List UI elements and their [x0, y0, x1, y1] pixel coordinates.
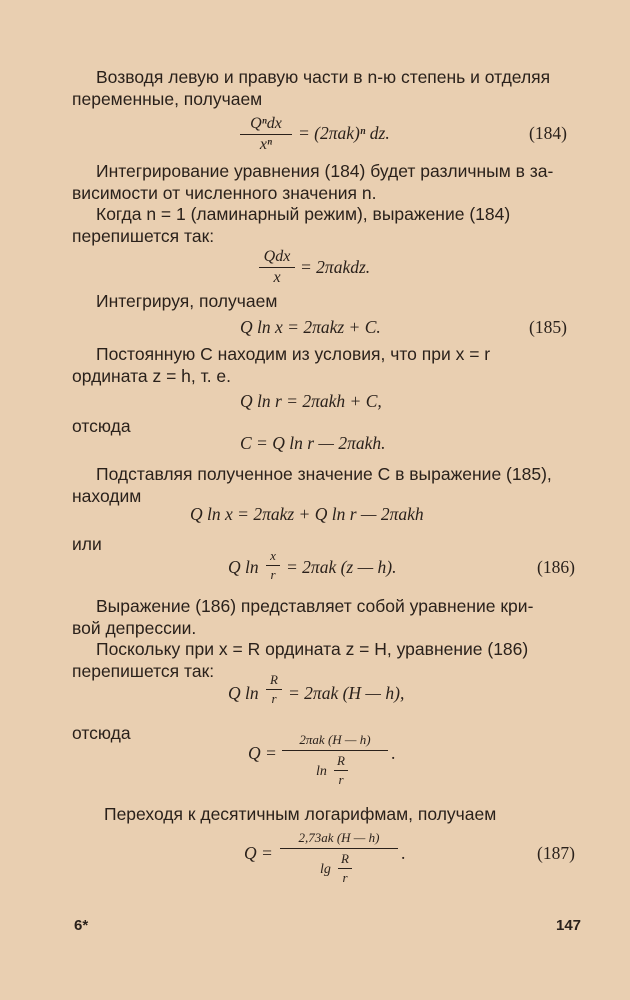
equation-184-fraction: Qⁿdx xⁿ: [240, 115, 292, 154]
text-line: Переходя к десятичным логарифмам, получаем: [104, 804, 497, 824]
equation-e-rhs: = 2πak (H — h),: [288, 683, 405, 703]
text-line: находим: [72, 486, 142, 506]
equation-187-lhs: Q =: [244, 843, 273, 863]
equation-187-fraction: 2,73ak (H — h) lg R r: [280, 830, 398, 885]
text-line: ордината z = h, т. е.: [72, 366, 232, 386]
equation-e-fraction: R r: [266, 672, 282, 707]
text-line: Интегрируя, получаем: [96, 291, 278, 311]
text-line: отсюда: [72, 723, 131, 743]
text-line: перепишется так:: [72, 661, 215, 681]
equation-186-lhs: Q ln: [228, 557, 259, 577]
equation-a-fraction: Qdx x: [259, 248, 295, 287]
equation-e-lhs: Q ln: [228, 683, 259, 703]
text-line: переменные, получаем: [72, 89, 263, 109]
text-line: вой депрессии.: [72, 618, 197, 638]
text-line: или: [72, 534, 102, 554]
text-line: Постоянную C находим из условия, что при x = r: [96, 344, 491, 364]
equation-b: Q ln r = 2πakh + C,: [240, 391, 382, 411]
equation-f-dot: .: [391, 743, 396, 763]
text-line: отсюда: [72, 416, 131, 436]
equation-c: C = Q ln r — 2πakh.: [240, 433, 386, 453]
text-line: Возводя левую и правую части в n-ю степень и отделяя: [96, 67, 551, 87]
page-number: 147: [556, 917, 582, 934]
text-line: Когда n = 1 (ламинарный режим), выражение (184): [96, 204, 511, 224]
text-line: Выражение (186) представляет собой уравнение кри-: [96, 596, 534, 616]
text-line: Подставляя полученное значение C в выражение (185),: [96, 464, 552, 484]
printer-signature: 6*: [74, 917, 89, 934]
equation-d: Q ln x = 2πakz + Q ln r — 2πakh: [190, 504, 424, 524]
equation-number: (185): [529, 317, 567, 337]
equation-186-fraction: x r: [266, 548, 280, 583]
equation-187-dot: .: [401, 843, 406, 863]
equation-186-rhs: = 2πak (z — h).: [286, 557, 397, 577]
equation-f-fraction: 2πak (H — h) ln R r: [282, 732, 388, 787]
equation-a-rhs: = 2πakdz.: [300, 257, 371, 277]
equation-number: (184): [529, 123, 567, 143]
text-line: перепишется так:: [72, 226, 215, 246]
equation-185: Q ln x = 2πakz + C.: [240, 317, 381, 337]
text-line: Интегрирование уравнения (184) будет различным в за-: [96, 161, 554, 181]
text-line: висимости от численного значения n.: [72, 183, 377, 203]
text-line: Поскольку при x = R ордината z = H, уравнение (186): [96, 639, 529, 659]
equation-number: (187): [537, 843, 575, 863]
equation-184-rhs: = (2πak)ⁿ dz.: [298, 123, 390, 143]
equation-f-lhs: Q =: [248, 743, 277, 763]
equation-number: (186): [537, 557, 575, 577]
